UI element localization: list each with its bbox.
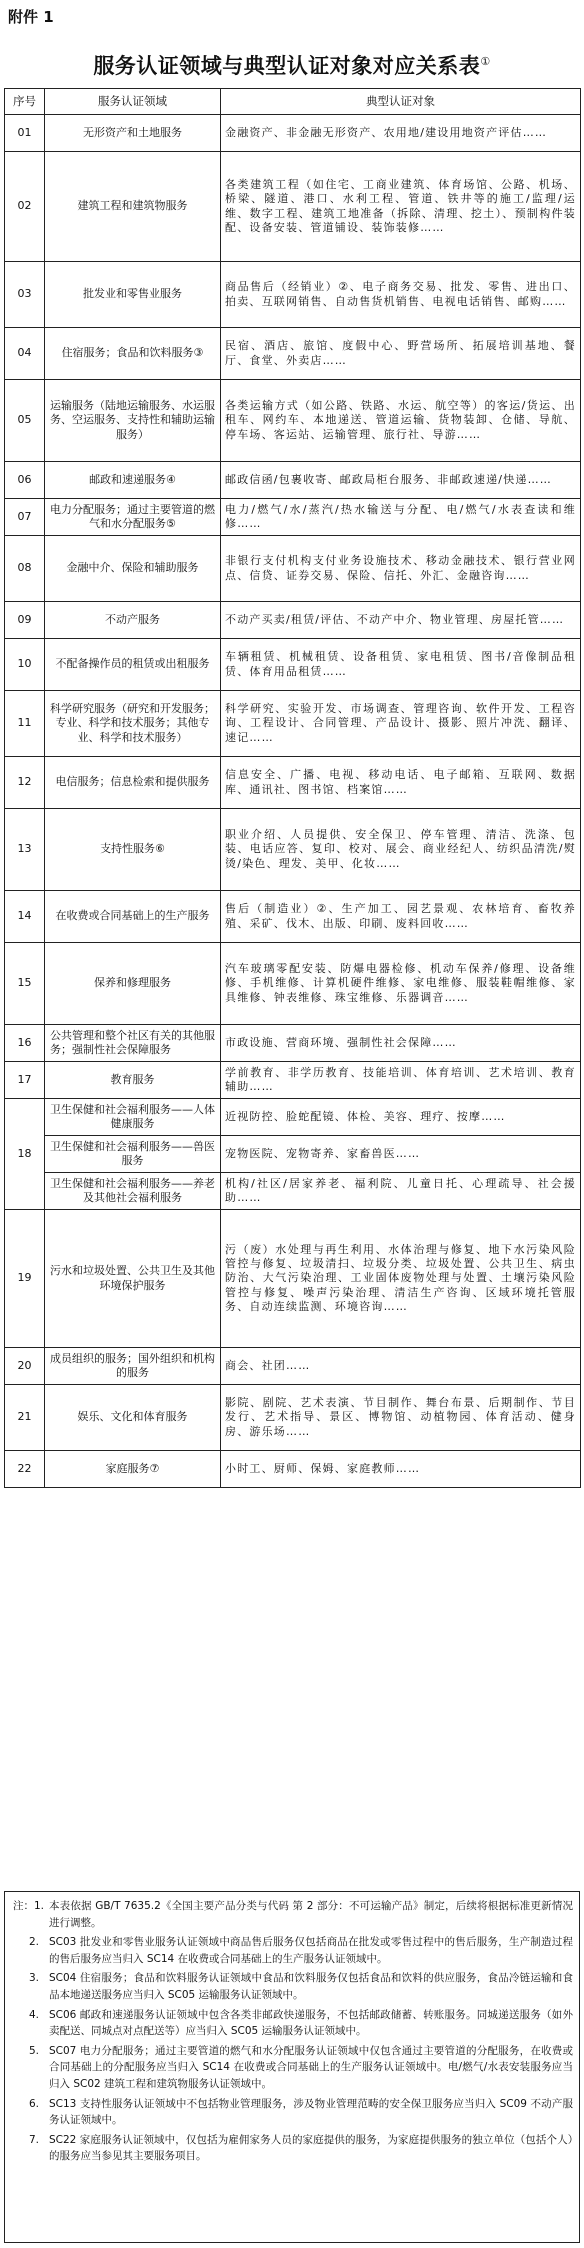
row-objects: 影院、剧院、艺术表演、节目制作、舞台布景、后期制作、节目发行、艺术指导、景区、博物馆、动植物园、体育活动、健身房、游乐场…… (221, 1385, 581, 1451)
row-field: 教育服务 (45, 1062, 221, 1099)
note-text: SC04 住宿服务；食品和饮料服务认证领域中食品和饮料服务仅包括食品和饮料的供应服务，食品冷链运输和食品本地递送服务应当归入 SC05 运输服务认证领域中。 (49, 1972, 573, 2001)
row-field: 公共管理和整个社区有关的其他服务；强制性社会保障服务 (45, 1025, 221, 1062)
row-objects: 各类运输方式（如公路、铁路、水运、航空等）的客运/货运、出租车、网约车、本地递送、管道运输、货物装卸、仓储、导航、停车场、客运站、运输管理、旅行社、导游…… (221, 380, 581, 462)
row-field: 金融中介、保险和辅助服务 (45, 536, 221, 602)
table-row (5, 757, 581, 809)
row-objects: 汽车玻璃零配安装、防爆电器检修、机动车保养/修理、设备维修、手机维修、计算机硬件维修、家电维修、服装鞋帽维修、家具维修、钟表维修、珠宝维修、乐器调音…… (221, 943, 581, 1025)
row-field: 卫生保健和社会福利服务——人体健康服务 (45, 1099, 221, 1136)
note-item (13, 1898, 573, 1931)
note-number: 4. (29, 2008, 40, 2021)
row-field: 批发业和零售业服务 (45, 262, 221, 328)
row-objects: 宠物医院、宠物寄养、家畜兽医…… (221, 1136, 581, 1173)
row-no: 16 (5, 1025, 45, 1062)
row-objects: 各类建筑工程（如住宅、工商业建筑、体育场馆、公路、机场、桥梁、隧道、港口、水利工程、管道、铁井等的施工/监理/运维、数字工程、建筑工地准备（拆除、清理、挖土）、预制构件装配、设备安装、管道铺设、装饰装修…… (221, 152, 581, 262)
row-no: 12 (5, 757, 45, 809)
row-no: 15 (5, 943, 45, 1025)
row-field: 电力分配服务；通过主要管道的燃气和水分配服务⑤ (45, 499, 221, 536)
table-row (5, 115, 581, 152)
row-field: 电信服务；信息检索和提供服务 (45, 757, 221, 809)
row-field: 不配备操作员的租赁或出租服务 (45, 639, 221, 691)
note-item (13, 2132, 573, 2165)
row-no: 01 (5, 115, 45, 152)
row-objects: 车辆租赁、机械租赁、设备租赁、家电租赁、图书/音像制品租赁、体育用品租赁…… (221, 639, 581, 691)
note-number: 3. (29, 1972, 40, 1985)
row-no: 04 (5, 328, 45, 380)
table-row (5, 891, 581, 943)
row-objects: 近视防控、脸蛇配镜、体检、美容、理疗、按摩…… (221, 1099, 581, 1136)
row-objects: 机构/社区/居家养老、福利院、儿童日托、心理疏导、社会援助…… (221, 1173, 581, 1210)
table-row (5, 1385, 581, 1451)
row-no: 10 (5, 639, 45, 691)
notes-prefix: 注： (13, 1900, 34, 1912)
note-item (13, 2007, 573, 2040)
table-row (5, 1099, 581, 1136)
attachment-label: 附件 1 (8, 8, 54, 26)
page-title (0, 50, 584, 80)
row-no: 07 (5, 499, 45, 536)
table-row (5, 536, 581, 602)
note-label (13, 1898, 49, 1931)
note-number: 7. (29, 2133, 40, 2146)
row-field: 不动产服务 (45, 602, 221, 639)
row-no: 19 (5, 1210, 45, 1348)
row-no: 08 (5, 536, 45, 602)
table-row (5, 639, 581, 691)
row-no: 03 (5, 262, 45, 328)
note-number: 2. (29, 1936, 40, 1949)
note-number: 5. (29, 2044, 40, 2057)
row-objects: 科学研究、实验开发、市场调查、管理咨询、软件开发、工程咨询、工程设计、合同管理、产品设计、摄影、照片冲洗、翻译、速记…… (221, 691, 581, 757)
row-no: 20 (5, 1348, 45, 1385)
row-no: 02 (5, 152, 45, 262)
row-no: 17 (5, 1062, 45, 1099)
note-text: SC22 家庭服务认证领域中，仅包括为雇佣家务人员的家庭提供的服务，为家庭提供服务的独立单位（包括个人）的服务应当参见其主要服务项目。 (49, 2133, 573, 2163)
row-field: 建筑工程和建筑物服务 (45, 152, 221, 262)
row-field: 卫生保健和社会福利服务——养老及其他社会福利服务 (45, 1173, 221, 1210)
note-number: 1. (34, 1900, 45, 1912)
notes-box (4, 1891, 580, 2243)
table-row (5, 462, 581, 499)
row-objects: 商会、社团…… (221, 1348, 581, 1385)
row-field: 污水和垃圾处置、公共卫生及其他环境保护服务 (45, 1210, 221, 1348)
header-no: 序号 (5, 89, 45, 115)
row-objects: 小时工、厨师、保姆、家庭教师…… (221, 1451, 581, 1488)
table-row (5, 1025, 581, 1062)
table-row (5, 809, 581, 891)
table-row (5, 328, 581, 380)
note-text: 本表依据 GB/T 7635.2《全国主要产品分类与代码 第 2 部分：不可运输产品》制定，后续将根据标准更新情况进行调整。 (49, 1900, 573, 1929)
title-text: 服务认证领域与典型认证对象对应关系表 (93, 53, 481, 78)
row-objects: 市政设施、营商环境、强制性社会保障…… (221, 1025, 581, 1062)
row-objects: 售后（制造业）②、生产加工、园艺景观、农林培育、畜牧养殖、采矿、伐木、出版、印刷、废料回收…… (221, 891, 581, 943)
note-text: SC06 邮政和速递服务认证领域中包含各类非邮政快递服务，不包括邮政储蓄、转账服务。同城递送服务（如外卖配送、同城点对点配送等）应当归入 SC05 运输服务认证领域中。 (49, 2008, 573, 2038)
table-row (5, 1173, 581, 1210)
header-objects: 典型认证对象 (221, 89, 581, 115)
note-item (13, 1970, 573, 2003)
row-objects: 民宿、酒店、旅馆、度假中心、野营场所、拓展培训基地、餐厅、食堂、外卖店…… (221, 328, 581, 380)
row-field: 娱乐、文化和体育服务 (45, 1385, 221, 1451)
table-header-row (5, 89, 581, 115)
row-field: 成员组织的服务；国外组织和机构的服务 (45, 1348, 221, 1385)
mapping-table (4, 88, 581, 1488)
row-objects: 职业介绍、人员提供、安全保卫、停车管理、清洁、洗涤、包装、电话应答、复印、校对、展会、商业经纪人、纺织品清洗/熨烫/染色、理发、美甲、化妆…… (221, 809, 581, 891)
note-text: SC13 支持性服务认证领域中不包括物业管理服务，涉及物业管理范畴的安全保卫服务应当归入 SC09 不动产服务认证领域中。 (49, 2097, 573, 2127)
row-field: 家庭服务⑦ (45, 1451, 221, 1488)
table-row (5, 1210, 581, 1348)
row-no: 06 (5, 462, 45, 499)
row-field: 支持性服务⑥ (45, 809, 221, 891)
row-no: 13 (5, 809, 45, 891)
row-no: 05 (5, 380, 45, 462)
row-objects: 电力/燃气/水/蒸汽/热水输送与分配、电/燃气/水表查读和维修…… (221, 499, 581, 536)
table-row (5, 262, 581, 328)
table-row (5, 943, 581, 1025)
row-field: 保养和修理服务 (45, 943, 221, 1025)
note-item (13, 2096, 573, 2129)
row-no: 22 (5, 1451, 45, 1488)
table-row (5, 1348, 581, 1385)
row-no: 09 (5, 602, 45, 639)
note-number: 6. (29, 2097, 40, 2110)
row-field: 邮政和速递服务④ (45, 462, 221, 499)
row-field: 在收费或合同基础上的生产服务 (45, 891, 221, 943)
note-text: SC07 电力分配服务；通过主要管道的燃气和水分配服务认证领域中仅包含通过主要管道的分配服务，在收费或合同基础上的分配服务应当归入 SC14 在收费或合同基础上的生产服务认证领域中。电/燃气/水表安装服务应当归入 SC02 建筑工程和建筑物服务认证领域中。 (49, 2044, 573, 2090)
table-row (5, 380, 581, 462)
row-field: 卫生保健和社会福利服务——兽医服务 (45, 1136, 221, 1173)
row-objects: 金融资产、非金融无形资产、农用地/建设用地资产评估…… (221, 115, 581, 152)
title-footnote-mark: ① (480, 55, 491, 68)
row-field: 住宿服务；食品和饮料服务③ (45, 328, 221, 380)
note-item (13, 1934, 573, 1967)
row-no: 21 (5, 1385, 45, 1451)
table-row (5, 1062, 581, 1099)
row-objects: 非银行支付机构支付业务设施技术、移动金融技术、银行营业网点、信贷、证券交易、保险、信托、外汇、金融咨询…… (221, 536, 581, 602)
table-row (5, 1136, 581, 1173)
table-row (5, 602, 581, 639)
row-objects: 学前教育、非学历教育、技能培训、体育培训、艺术培训、教育辅助…… (221, 1062, 581, 1099)
row-field: 科学研究服务（研究和开发服务；专业、科学和技术服务；其他专业、科学和技术服务） (45, 691, 221, 757)
row-objects: 不动产买卖/租赁/评估、不动产中介、物业管理、房屋托管…… (221, 602, 581, 639)
table-row (5, 1451, 581, 1488)
table-row (5, 691, 581, 757)
row-objects: 商品售后（经销业）②、电子商务交易、批发、零售、进出口、拍卖、互联网销售、自动售货机销售、电视电话销售、邮购…… (221, 262, 581, 328)
note-item (13, 2043, 573, 2093)
header-field: 服务认证领域 (45, 89, 221, 115)
table-row (5, 499, 581, 536)
note-text: SC03 批发业和零售业服务认证领域中商品售后服务仅包括商品在批发或零售过程中的售后服务，生产制造过程的售后服务应当归入 SC14 在收费或合同基础上的生产服务认证领域中。 (49, 1936, 573, 1965)
row-objects: 信息安全、广播、电视、移动电话、电子邮箱、互联网、数据库、通讯社、图书馆、档案馆…… (221, 757, 581, 809)
row-objects: 邮政信函/包裹收寄、邮政局柜台服务、非邮政速递/快递…… (221, 462, 581, 499)
row-no: 11 (5, 691, 45, 757)
row-field: 无形资产和土地服务 (45, 115, 221, 152)
row-no: 18 (5, 1099, 45, 1210)
table-row (5, 152, 581, 262)
row-no: 14 (5, 891, 45, 943)
row-objects: 污（废）水处理与再生利用、水体治理与修复、地下水污染风险管控与修复、垃圾清扫、垃圾分类、垃圾处置、公共卫生、病虫防治、大气污染治理、工业固体废物处理与处置、土壤污染风险管控与修复、噪声污染治理、清洁生产咨询、区域环境托管服务、自动连续监测、环境咨询…… (221, 1210, 581, 1348)
row-field: 运输服务（陆地运输服务、水运服务、空运服务、支持性和辅助运输服务） (45, 380, 221, 462)
